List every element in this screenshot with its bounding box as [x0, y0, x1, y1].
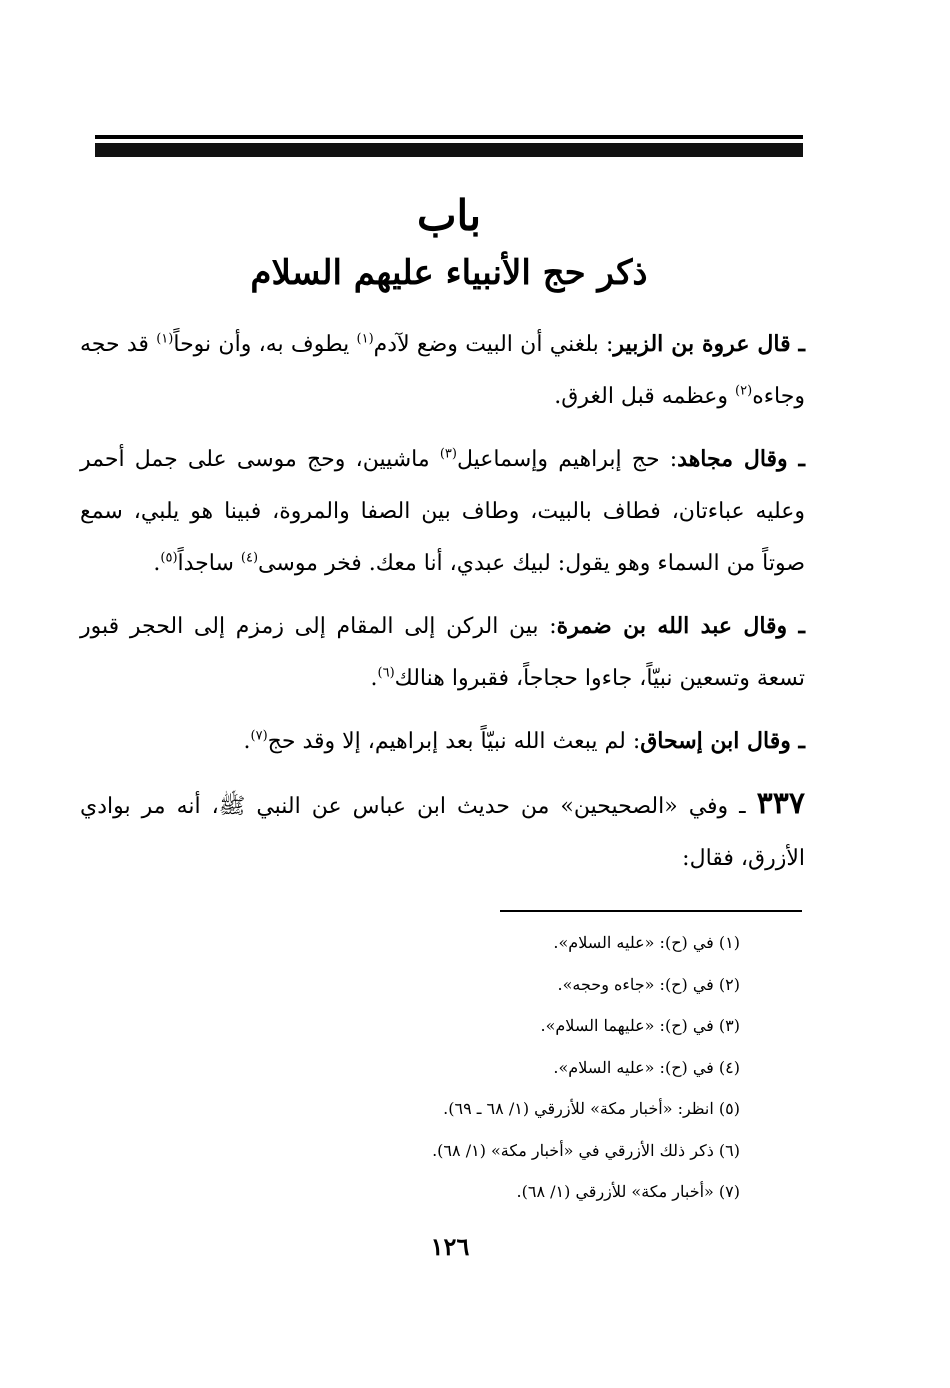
footnote: (٧) «أخبار مكة» للأزرقي (١/ ٦٨). — [516, 1182, 740, 1201]
chapter-word: باب — [416, 191, 482, 240]
paragraph-text: ساجداً — [177, 551, 241, 576]
paragraph-ibn-ishaq — [80, 715, 805, 768]
paragraph-text: : بلغني أن البيت وضع لآدم — [373, 332, 614, 357]
paragraph-text: ـ وفي «الصحيحين» من حديث ابن عباس عن النبي ﷺ، أنه مر بوادي الأزرق، فقال: — [80, 794, 805, 871]
header-thick-rule — [95, 143, 803, 157]
page-number: ١٢٦ — [430, 1232, 470, 1261]
paragraph-text: وعظمه قبل الغرق. — [554, 384, 736, 409]
paragraph-text: . — [243, 729, 251, 754]
hadith-number: ٣٣٧ — [756, 786, 805, 821]
footnote: (٣) في (ح): «عليهما السلام». — [540, 1016, 740, 1035]
footnote-marker: (٢) — [735, 383, 753, 399]
main-text — [80, 318, 805, 895]
footnotes — [300, 922, 740, 1213]
chapter-title: ذكر حج الأنبياء عليهم السلام — [250, 253, 648, 293]
footnote: (٢) في (ح): «جاءه وحجه». — [557, 974, 740, 994]
speaker-name: ـ وقال ابن إسحاق — [640, 728, 805, 754]
paragraph-text: قد حجه وجاءه — [80, 332, 805, 409]
paragraph-text: : بين الركن إلى المقام إلى زمزم إلى الحجر قبور تسعة وتسعين نبيّاً، جاءوا حجاجاً، فقبروا هنالك — [80, 614, 805, 691]
paragraph-abdullah — [80, 600, 805, 705]
paragraph-hadith-337 — [80, 778, 805, 885]
speaker-name: ـ وقال عبد الله بن ضمرة — [556, 613, 805, 639]
paragraph-text: . — [153, 551, 161, 576]
footnote: (٥) انظر: «أخبار مكة» للأزرقي (١/ ٦٨ ـ ٦٩). — [443, 1099, 740, 1118]
footnote-marker: (٦) — [377, 665, 395, 681]
speaker-name: ـ وقال مجاهد — [677, 446, 805, 472]
paragraph-urwa — [80, 318, 805, 423]
paragraph-text: : لم يبعث الله نبيّاً بعد إبراهيم، إلا وقد حج — [267, 729, 641, 754]
footnote-marker: (٣) — [439, 446, 457, 462]
paragraph-text: : حج إبراهيم وإسماعيل — [456, 447, 678, 472]
paragraph-mujahid — [80, 433, 805, 590]
footnote-marker: (٤) — [240, 550, 259, 566]
header-thin-rule — [95, 135, 803, 139]
footnote-marker: (١) — [356, 331, 374, 347]
chapter-heading — [95, 188, 803, 298]
footnote-marker: (١) — [156, 331, 174, 347]
footnote: (٦) ذكر ذلك الأزرقي في «أخبار مكة» (١/ ٦٨). — [432, 1140, 740, 1160]
footnote-marker: (٧) — [250, 728, 268, 744]
paragraph-text: . — [370, 666, 378, 691]
footnote-separator — [500, 910, 802, 912]
paragraph-text: يطوف به، وأن نوحاً — [173, 332, 357, 357]
speaker-name: ـ قال عروة بن الزبير — [613, 331, 805, 357]
footnote-marker: (٥) — [160, 550, 178, 566]
footnote: (٤) في (ح): «عليه السلام». — [553, 1057, 740, 1077]
footnote: (١) في (ح): «عليه السلام». — [553, 933, 740, 952]
paragraph-text: ماشيين، وحج موسى على جمل أحمر وعليه عباءتان، فطاف بالبيت، وطاف بين الصفا والمروة، فبينا هو يلبي، سمع صوتاً من السماء وهو يقول: لبيك عبدي، أنا معك. فخر موسى — [80, 447, 805, 576]
